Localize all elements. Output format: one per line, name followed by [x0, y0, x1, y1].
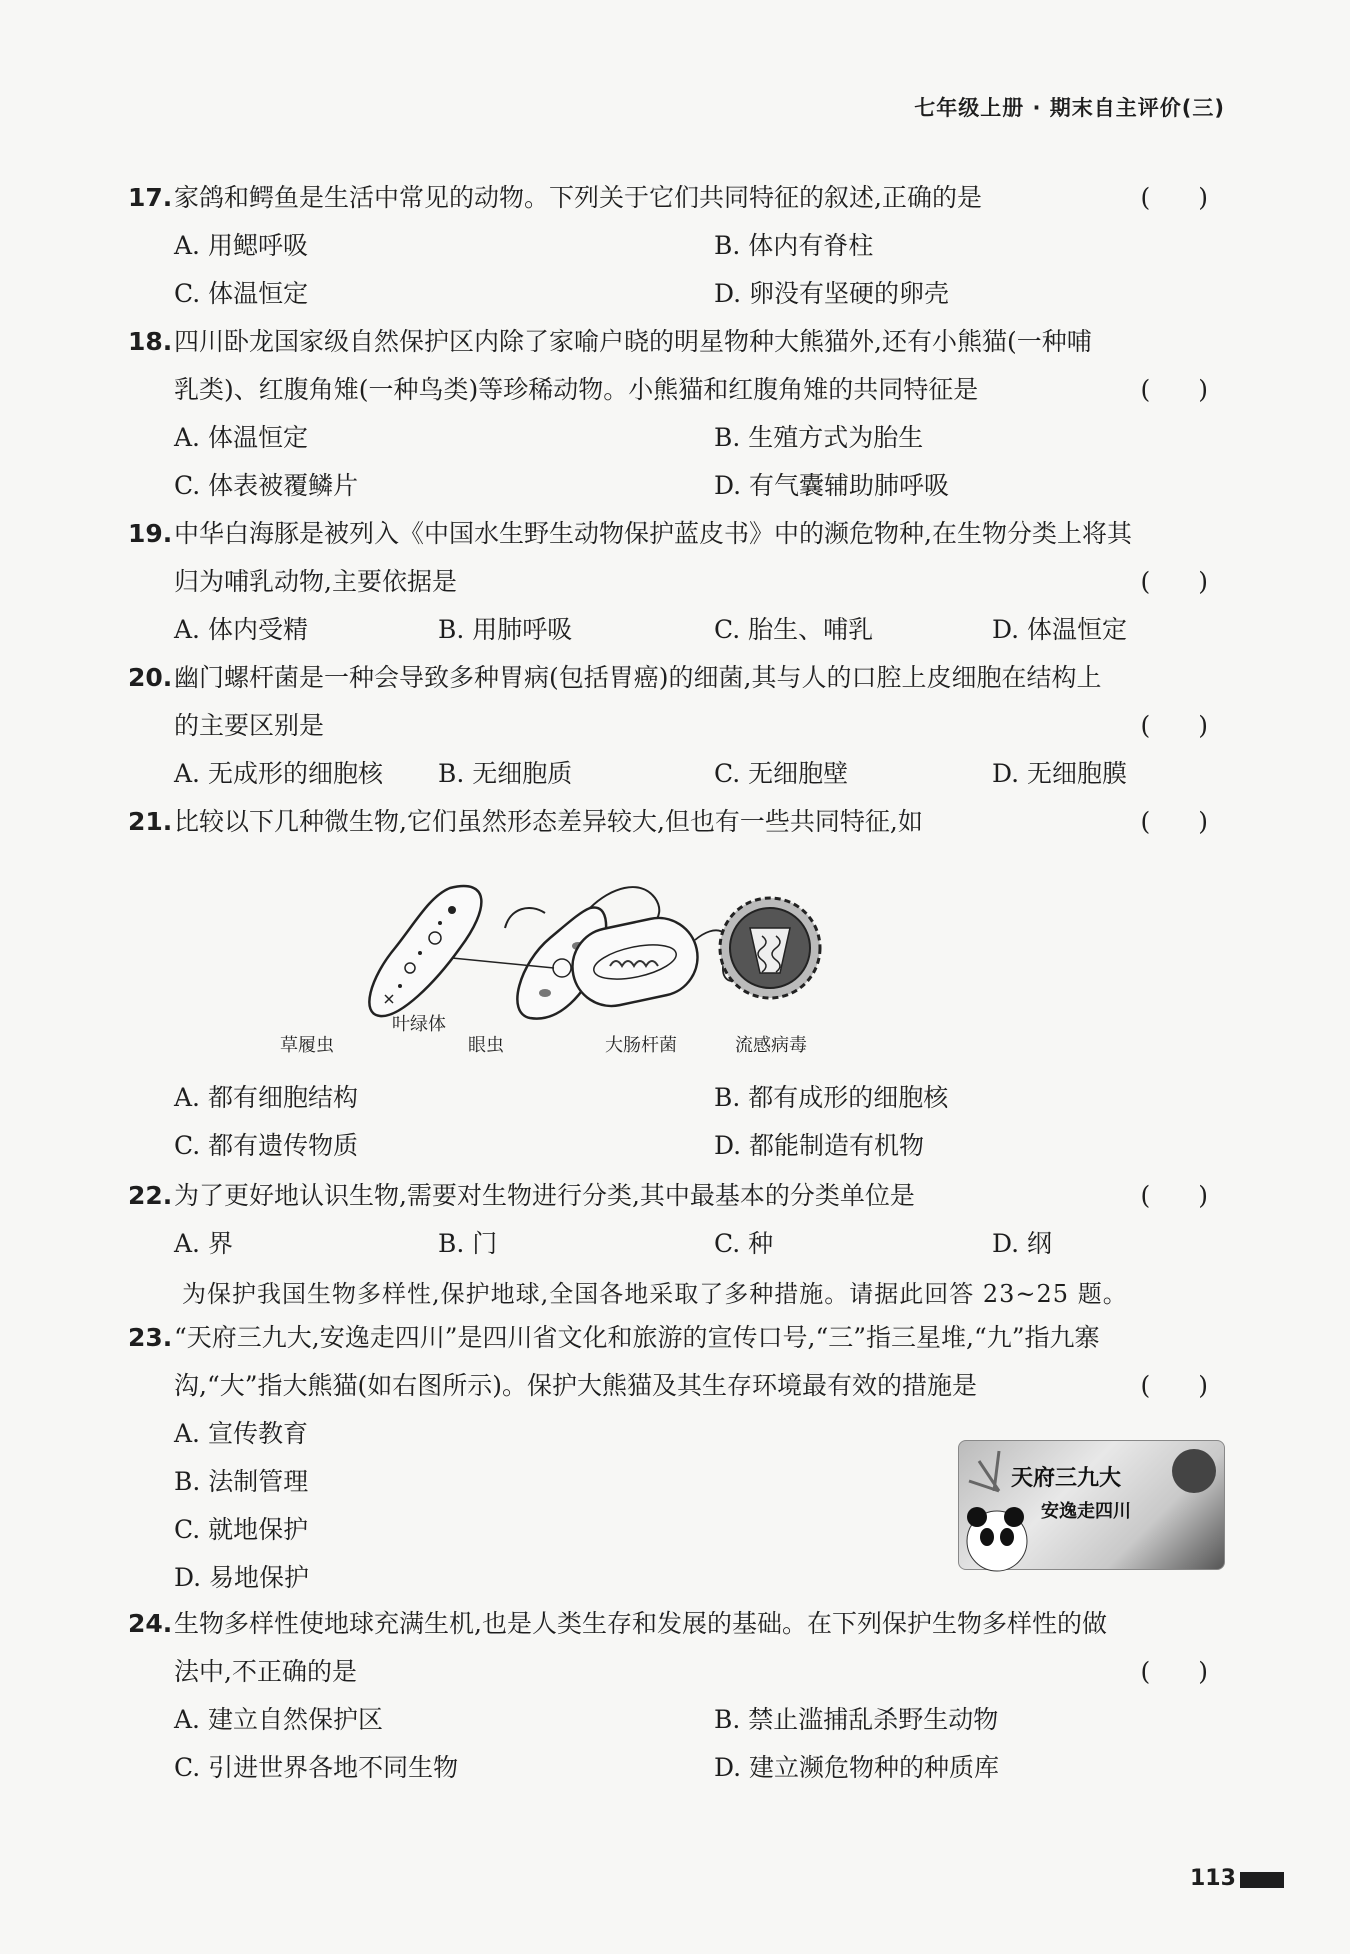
photo-slogan-line1: 天府三九大	[1011, 1466, 1122, 1491]
option-d: D. 易地保护	[174, 1563, 310, 1592]
question-18	[128, 318, 1228, 510]
question-number: 17.	[128, 183, 173, 212]
option-a: A. 体温恒定	[174, 423, 308, 452]
paramecium-drawing	[369, 886, 481, 1016]
question-20	[128, 654, 1228, 798]
question-number: 20.	[128, 663, 173, 692]
question-text-cont: 的主要区别是	[174, 711, 325, 740]
question-text: 四川卧龙国家级自然保护区内除了家喻户晓的明星物种大熊猫外,还有小熊猫(一种哺	[174, 327, 1092, 356]
option-b: B. 用肺呼吸	[438, 615, 573, 644]
question-17	[128, 174, 1228, 318]
answer-blank: ( )	[1140, 1181, 1228, 1210]
option-d: D. 建立濒危物种的种质库	[714, 1753, 1000, 1782]
question-21-options	[128, 1074, 1228, 1170]
question-text: 中华白海豚是被列入《中国水生野生动物保护蓝皮书》中的濒危物种,在生物分类上将其	[174, 519, 1132, 548]
option-b: B. 无细胞质	[438, 759, 573, 788]
question-22	[128, 1172, 1228, 1268]
option-d: D. 都能制造有机物	[714, 1131, 925, 1160]
option-c: C. 都有遗传物质	[174, 1131, 359, 1160]
label-influenza-virus: 流感病毒	[735, 1035, 807, 1056]
option-d: D. 卵没有坚硬的卵壳	[714, 279, 950, 308]
question-number: 24.	[128, 1609, 173, 1638]
option-c: C. 体表被覆鳞片	[174, 471, 359, 500]
option-d: D. 无细胞膜	[992, 759, 1128, 788]
page-number: 113	[1190, 1866, 1236, 1891]
question-number: 22.	[128, 1181, 173, 1210]
answer-blank: ( )	[1140, 1371, 1228, 1400]
question-text-cont: 乳类)、红腹角雉(一种鸟类)等珍稀动物。小熊猫和红腹角雉的共同特征是	[174, 375, 979, 404]
question-text: 为了更好地认识生物,需要对生物进行分类,其中最基本的分类单位是	[174, 1181, 915, 1210]
question-number: 23.	[128, 1323, 173, 1352]
option-b: B. 门	[438, 1229, 498, 1258]
option-a: A. 用鳃呼吸	[174, 231, 308, 260]
option-a: A. 都有细胞结构	[174, 1083, 358, 1112]
question-number: 18.	[128, 327, 173, 356]
answer-blank: ( )	[1140, 711, 1228, 740]
option-c: C. 体温恒定	[174, 279, 309, 308]
question-19	[128, 510, 1228, 654]
option-a: A. 宣传教育	[174, 1419, 308, 1448]
option-b: B. 禁止滥捕乱杀野生动物	[714, 1705, 999, 1734]
option-d: D. 纲	[992, 1229, 1053, 1258]
question-text-cont: 归为哺乳动物,主要依据是	[174, 567, 457, 596]
label-euglena: 眼虫	[468, 1035, 504, 1056]
answer-blank: ( )	[1140, 1657, 1228, 1686]
photo-slogan-line2: 安逸走四川	[1041, 1501, 1131, 1522]
question-number: 21.	[128, 807, 173, 836]
panda-slogan-photo	[958, 1440, 1225, 1570]
question-text: 幽门螺杆菌是一种会导致多种胃病(包括胃癌)的细菌,其与人的口腔上皮细胞在结构上	[174, 663, 1102, 692]
influenza-virus-drawing	[720, 898, 820, 998]
option-b: B. 都有成形的细胞核	[714, 1083, 949, 1112]
option-a: A. 建立自然保护区	[174, 1705, 383, 1734]
question-number: 19.	[128, 519, 173, 548]
figure-callout-label: 叶绿体	[392, 1014, 446, 1035]
question-21	[128, 798, 1228, 846]
option-b: B. 法制管理	[174, 1467, 309, 1496]
option-c: C. 胎生、哺乳	[714, 615, 874, 644]
lead-in-text: 为保护我国生物多样性,保护地球,全国各地采取了多种措施。请据此回答 23~25 题。	[182, 1280, 1128, 1308]
option-a: A. 无成形的细胞核	[174, 759, 383, 788]
option-d: D. 体温恒定	[992, 615, 1128, 644]
question-text: 生物多样性使地球充满生机,也是人类生存和发展的基础。在下列保护生物多样性的做	[174, 1609, 1107, 1638]
answer-blank: ( )	[1140, 183, 1228, 212]
question-text: 家鸽和鳄鱼是生活中常见的动物。下列关于它们共同特征的叙述,正确的是	[174, 183, 982, 212]
option-a: A. 体内受精	[174, 615, 308, 644]
label-ecoli: 大肠杆菌	[605, 1035, 677, 1056]
page-header: 七年级上册 · 期末自主评价(三)	[914, 96, 1225, 120]
answer-blank: ( )	[1140, 375, 1228, 404]
option-b: B. 体内有脊柱	[714, 231, 874, 260]
question-text: 比较以下几种微生物,它们虽然形态差异较大,但也有一些共同特征,如	[174, 807, 923, 836]
question-text-cont: 法中,不正确的是	[174, 1657, 357, 1686]
answer-blank: ( )	[1140, 567, 1228, 596]
question-text-cont: 沟,“大”指大熊猫(如右图所示)。保护大熊猫及其生存环境最有效的措施是	[174, 1371, 978, 1400]
option-d: D. 有气囊辅助肺呼吸	[714, 471, 950, 500]
option-c: C. 种	[714, 1229, 774, 1258]
label-paramecium: 草履虫	[280, 1035, 334, 1056]
option-c: C. 就地保护	[174, 1515, 309, 1544]
option-b: B. 生殖方式为胎生	[714, 423, 924, 452]
option-c: C. 无细胞壁	[714, 759, 849, 788]
microorganism-figure	[280, 868, 1040, 1058]
option-a: A. 界	[174, 1229, 233, 1258]
option-c: C. 引进世界各地不同生物	[174, 1753, 459, 1782]
question-text: “天府三九大,安逸走四川”是四川省文化和旅游的宣传口号,“三”指三星堆,“九”指九寨	[174, 1323, 1100, 1352]
question-24	[128, 1600, 1228, 1792]
page-number-bar	[1240, 1872, 1284, 1888]
answer-blank: ( )	[1140, 807, 1228, 836]
